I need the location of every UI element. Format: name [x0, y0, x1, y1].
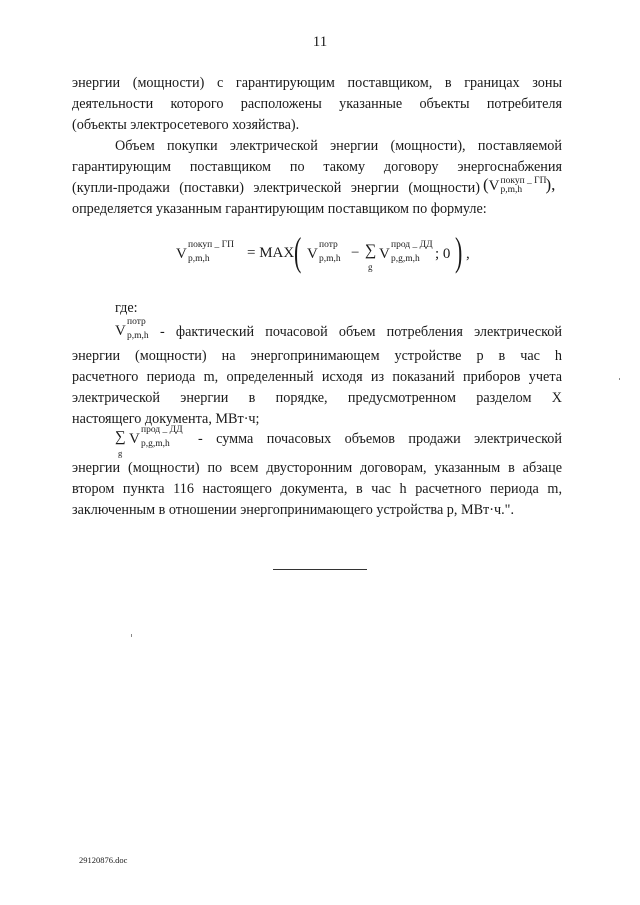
page-number: 11	[312, 34, 328, 50]
definition-2-line-3: втором пункта 116 настоящего документа, в час h расчетного периода m,	[72, 481, 562, 497]
paragraph-1-line-3: (объекты электросетевого хозяйства).	[72, 117, 300, 133]
definition-1-line-1: - фактический почасовой объем потребления электрической	[160, 324, 562, 340]
scan-mark	[619, 378, 620, 380]
definition-2-line-4: заключенным в отношении энергопринимающего устройства p, МВт·ч.".	[72, 502, 515, 518]
definition-2-line-1: - сумма почасовых объемов продажи электрической	[198, 431, 562, 447]
paragraph-2-line-1: Объем покупки электрической энергии (мощности), поставляемой	[115, 138, 562, 154]
main-formula: V покуп _ ГП p,m,h = MAX ( V потр p,m,h − ∑ g V прод _ ДД p,g,m,h ; 0 ) ,	[176, 229, 470, 274]
paragraph-2-line-2: гарантирующим поставщиком по такому договору энергоснабжения	[72, 159, 562, 175]
definition-2-symbol: ∑ g V прод _ ДД p,g,m,h	[115, 425, 183, 458]
scan-mark	[131, 634, 132, 637]
end-rule	[273, 569, 367, 570]
definition-1-line-2: энергии (мощности) на энергопринимающем устройстве p в час h	[72, 348, 562, 364]
paragraph-2-line-4: определяется указанным гарантирующим поставщиком по формуле:	[72, 201, 487, 217]
definition-2-line-2: энергии (мощности) по всем двусторонним договорам, указанным в абзаце	[72, 460, 562, 476]
paragraph-1-line-2: деятельности которого расположены указанные объекты потребителя	[72, 96, 562, 112]
definition-1-line-3: расчетного периода m, определенный исходя из показаний приборов учета	[72, 369, 562, 385]
definition-1-line-5: настоящего документа, МВт·ч;	[72, 411, 260, 427]
paragraph-2-line-3: (купли-продажи (поставки) электрической энергии (мощности)	[72, 180, 480, 196]
paragraph-1-line-1: энергии (мощности) с гарантирующим поставщиком, в границах зоны	[72, 75, 562, 91]
definition-1-line-4: электрической энергии в порядке, предусмотренном разделом X	[72, 390, 562, 406]
inline-formula-v-pokup: (V покуп _ ГП p,m,h ),	[483, 175, 556, 195]
where-label: где:	[115, 300, 138, 316]
definition-1-symbol: V потр p,m,h	[115, 317, 149, 341]
footer-filename: 29120876.doc	[79, 855, 128, 865]
